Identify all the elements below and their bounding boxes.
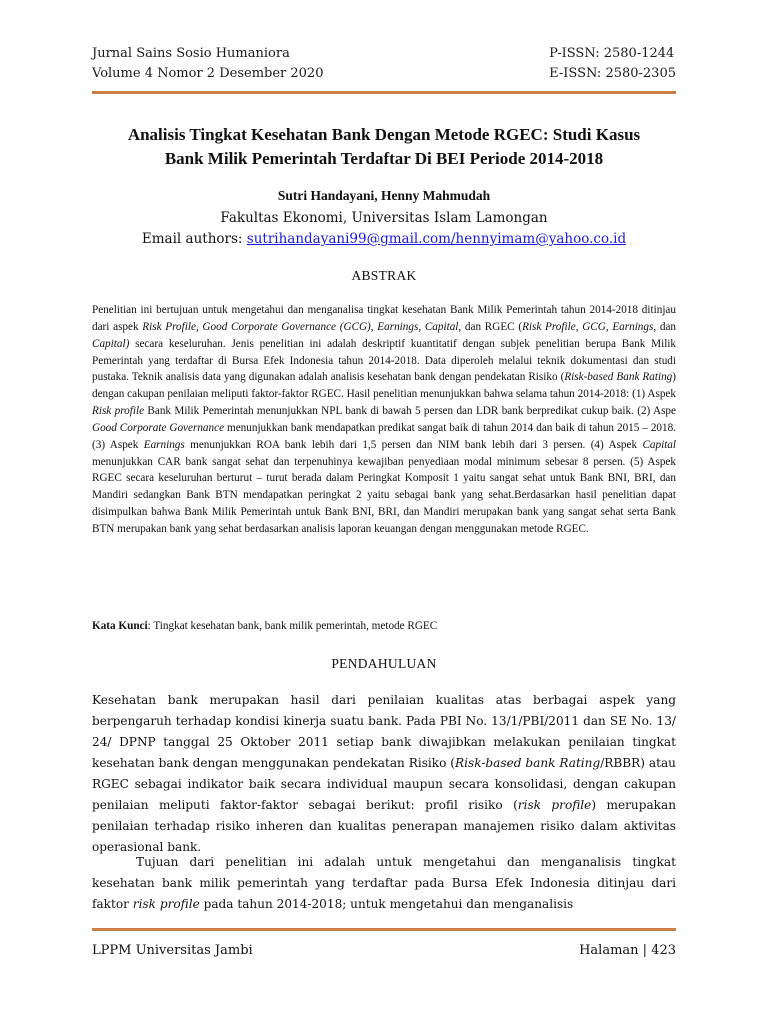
abstract-italic: Risk-based Bank Rating xyxy=(564,371,673,384)
abstract-italic: Capital xyxy=(642,438,677,451)
header-rule xyxy=(92,91,676,94)
email-link[interactable]: sutrihandayani99@gmail.com/hennyimam@yahoo.co.id xyxy=(246,231,627,247)
abstract-text xyxy=(92,302,676,538)
title-line-2: Bank Milik Pemerintah Terdaftar Di BEI Periode 2014-2018 xyxy=(164,149,604,168)
abstract-seg: menunjukkan bank mendapatkan predikat sangat baik di tahun 2014 dan baik di tahun 2015 – 2018. (3) Aspek xyxy=(92,421,677,451)
journal-volume: Volume 4 Nomor 2 Desember 2020 xyxy=(92,66,324,81)
abstract-seg: Bank Milik Pemerintah menunjukkan NPL bank di bawah 5 persen dan LDR bank berpredikat cukup baik. (2) Aspe xyxy=(147,405,676,418)
page-number: Halaman | 423 xyxy=(579,943,676,958)
journal-name: Jurnal Sains Sosio Humaniora xyxy=(92,46,290,61)
title-line-1: Analisis Tingkat Kesehatan Bank Dengan Metode RGEC: Studi Kasus xyxy=(127,125,641,144)
issn-info xyxy=(549,44,676,84)
page-footer xyxy=(92,943,676,958)
abstract-italic: Capital) xyxy=(92,337,130,350)
abstract-heading: ABSTRAK xyxy=(351,268,417,283)
email-line xyxy=(92,229,676,249)
abstract-seg: dan xyxy=(659,320,677,333)
authors: Sutri Handayani, Henny Mahmudah xyxy=(277,188,491,203)
abstract-seg: dan RGEC ( xyxy=(464,320,523,333)
p-issn: P-ISSN: 2580-1244 xyxy=(549,46,675,61)
email-label: Email authors: xyxy=(141,231,243,247)
body-seg: ) merupakan penilaian terhadap risiko inheren dan kualitas penerapan manajemen risiko dalam aktivitas operasional bank. xyxy=(92,798,676,854)
abstract-italic: Risk Profile, Good Corporate Governance (GCG), Earnings, Capital, xyxy=(142,320,462,333)
body-seg: Kesehatan bank merupakan hasil dari penilaian kualitas atas berbagai aspek yang berpengaruh terhadap kondisi kinerja suatu bank. Pada PBI No. 13/1/PBI/2011 dan SE No. 13/ 24/ DPNP tanggal 25 Oktober 2011 setiap bank diwajibkan melakukan penilaian tingkat kesehatan bank dengan menggunakan pendekatan Risiko ( xyxy=(92,693,676,770)
affiliation: Fakultas Ekonomi, Universitas Islam Lamongan xyxy=(220,210,548,226)
abstract-seg: ) dengan cakupan penilaian meliputi faktor-faktor RGEC. Hasil penelitian menunjukkan bahwa selama tahun 2014-2018: (1) Aspek xyxy=(92,371,676,401)
keywords-text: : Tingkat kesehatan bank, bank milik pemerintah, metode RGEC xyxy=(147,620,438,632)
running-header xyxy=(92,44,676,84)
abstract-italic: Risk profile xyxy=(92,405,145,418)
abstract-seg: menunjukkan ROA bank lebih dari 1,5 persen dan NIM bank lebih dari 3 persen. (4) Aspek xyxy=(190,438,638,451)
paper-title xyxy=(92,123,676,171)
abstract-italic: Risk Profile, GCG, Earnings, xyxy=(522,320,657,333)
body-seg: Tujuan dari penelitian ini adalah untuk mengetahui dan menganalisis tingkat kesehatan bank milik pemerintah yang terdaftar pada Bursa Efek Indonesia ditinjau dari faktor xyxy=(92,855,676,911)
keywords xyxy=(92,620,676,632)
footer-rule xyxy=(92,928,676,931)
e-issn: E-ISSN: 2580-2305 xyxy=(549,66,676,81)
body-seg: pada tahun 2014-2018; untuk mengetahui dan menganalisis xyxy=(203,897,574,911)
abstract-italic: Good Corporate Governance xyxy=(92,421,225,434)
abstract-seg: secara keseluruhan. Jenis penelitian ini adalah deskriptif kuantitatif dengan subjek penelitian berupa Bank Milik Pemerintah yang terdaftar di Bursa Efek Indonesia tahun 2014-2018. Data diperoleh melalui teknik dokumentasi dan studi pustaka. Teknik analisis data yang digunakan adalah analisis kesehatan bank dengan pendekatan Risiko ( xyxy=(92,337,677,384)
body-seg: /RBBR) atau RGEC sebagai indikator baik secara individual maupun secara konsolidasi, dengan cakupan penilaian meliputi faktor-faktor sebagai berikut: profil risiko ( xyxy=(92,756,676,812)
intro-heading: PENDAHULUAN xyxy=(331,656,437,671)
abstract-seg: Penelitian ini bertujuan untuk mengetahui dan menganalisa tingkat kesehatan Bank Milik Pemerintah tahun 2014-2018 ditinjau dari aspek xyxy=(92,304,676,333)
footer-publisher: LPPM Universitas Jambi xyxy=(92,943,253,958)
intro-paragraph-1 xyxy=(92,690,676,858)
abstract-seg: menunjukkan CAR bank sangat sehat dan terpenuhinya kewajiban penyediaan modal minimum sebesar 8 persen. (5) Aspek RGEC secara keseluruhan berturut – turut berada dalam Peringkat Komposit 1 yaitu sangat sehat untuk Bank BNI, BRI, dan Mandiri sedangkan Bank BTN mendapatkan peringkat 2 yaitu sebagai bank yang sehat.Berdasarkan hasil penelitian dapat disimpulkan bahwa Bank Milik Pemerintah untuk Bank BNI, BRI, dan Mandiri merupakan bank yang sangat sehat serta Bank BTN merupakan bank yang sehat berdasarkan analisis laporan keuangan dengan menggunakan metode RGEC. xyxy=(92,455,676,535)
indented-paragraph xyxy=(92,852,676,915)
journal-info xyxy=(92,44,323,84)
keywords-label: Kata Kunci xyxy=(92,620,148,632)
body-italic: risk profile xyxy=(517,798,592,812)
intro-paragraph-2 xyxy=(92,852,676,915)
abstract-italic: Earnings xyxy=(143,438,185,451)
body-italic: risk profile xyxy=(132,897,200,911)
body-italic: Risk-based bank Rating xyxy=(455,756,601,770)
